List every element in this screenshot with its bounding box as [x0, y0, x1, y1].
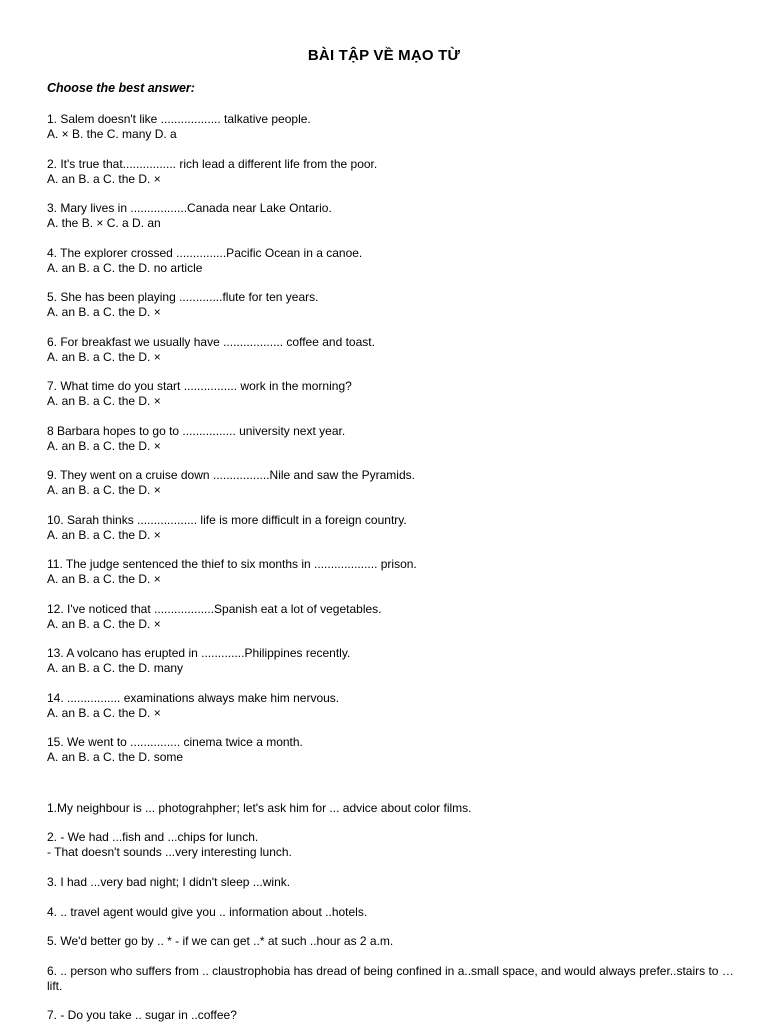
question-item: [47, 646, 727, 676]
answer-options: A. an B. a C. the D. ×: [47, 572, 161, 586]
question-text: 10. Sarah thinks .................. life is more difficult in a foreign country.: [47, 513, 407, 527]
exercise-line: 4. .. travel agent would give you .. information about ..hotels.: [47, 905, 368, 919]
exercise-line: 1.My neighbour is ... photograhpher; let's ask him for ... advice about color films.: [47, 801, 472, 815]
question-item: [47, 379, 727, 409]
exercise-line: - That doesn't sounds ...very interesting lunch.: [47, 845, 292, 859]
instruction-text: Choose the best answer:: [47, 81, 195, 95]
answer-options: A. an B. a C. the D. some: [47, 750, 184, 764]
answer-options: A. an B. a C. the D. ×: [47, 350, 161, 364]
answer-options: A. an B. a C. the D. many: [47, 661, 184, 675]
answer-options: A. an B. a C. the D. ×: [47, 706, 161, 720]
answer-options: A. × B. the C. many D. a: [47, 127, 177, 141]
question-item: [47, 468, 727, 498]
exercise-line: 3. I had ...very bad night; I didn't sleep ...wink.: [47, 875, 291, 889]
answer-options: A. the B. × C. a D. an: [47, 216, 161, 230]
question-text: 14. ................ examinations always make him nervous.: [47, 691, 340, 705]
answer-options: A. an B. a C. the D. ×: [47, 439, 161, 453]
question-text: 13. A volcano has erupted in .............Philippines recently.: [47, 646, 351, 660]
question-item: [47, 557, 727, 587]
question-text: 6. For breakfast we usually have .................. coffee and toast.: [47, 335, 375, 349]
answer-options: A. an B. a C. the D. ×: [47, 528, 161, 542]
exercise-item: [47, 964, 737, 994]
exercise-item: [47, 905, 737, 920]
answer-options: A. an B. a C. the D. ×: [47, 483, 161, 497]
question-text: 7. What time do you start ................ work in the morning?: [47, 379, 352, 393]
answer-options: A. an B. a C. the D. no article: [47, 261, 203, 275]
exercise-item: [47, 934, 737, 949]
question-item: [47, 513, 727, 543]
exercise-line: 5. We'd better go by .. * - if we can get ..* at such ..hour as 2 a.m.: [47, 934, 394, 948]
answer-options: A. an B. a C. the D. ×: [47, 305, 161, 319]
answer-options: A. an B. a C. the D. ×: [47, 172, 161, 186]
question-item: [47, 112, 727, 142]
exercise-item: [47, 1008, 737, 1023]
question-text: 5. She has been playing .............flute for ten years.: [47, 290, 319, 304]
question-item: [47, 735, 727, 765]
exercise-item: [47, 875, 737, 890]
exercise-line: 2. - We had ...fish and ...chips for lunch.: [47, 830, 259, 844]
question-item: [47, 290, 727, 320]
question-text: 12. I've noticed that ..................Spanish eat a lot of vegetables.: [47, 602, 382, 616]
exercise-line: 6. .. person who suffers from .. claustrophobia has dread of being confined in a..small space, and would always prefer..stairs to … lift.: [47, 964, 734, 993]
question-item: [47, 201, 727, 231]
question-text: 1. Salem doesn't like .................. talkative people.: [47, 112, 311, 126]
question-text: 3. Mary lives in .................Canada near Lake Ontario.: [47, 201, 332, 215]
question-text: 4. The explorer crossed ...............Pacific Ocean in a canoe.: [47, 246, 363, 260]
question-item: [47, 157, 727, 187]
exercise-item: [47, 801, 737, 816]
question-text: 11. The judge sentenced the thief to six months in ................... prison.: [47, 557, 417, 571]
question-item: [47, 602, 727, 632]
page-title: BÀI TẬP VỀ MẠO TỪ: [307, 47, 461, 64]
question-item: [47, 424, 727, 454]
answer-options: A. an B. a C. the D. ×: [47, 394, 161, 408]
answer-options: A. an B. a C. the D. ×: [47, 617, 161, 631]
question-item: [47, 691, 727, 721]
question-text: 9. They went on a cruise down .................Nile and saw the Pyramids.: [47, 468, 415, 482]
exercise-line: 7. - Do you take .. sugar in ..coffee?: [47, 1008, 237, 1022]
question-text: 8 Barbara hopes to go to ................ university next year.: [47, 424, 346, 438]
exercise-item: [47, 830, 737, 860]
question-item: [47, 335, 727, 365]
question-item: [47, 246, 727, 276]
question-text: 2. It's true that................ rich lead a different life from the poor.: [47, 157, 378, 171]
question-text: 15. We went to ............... cinema twice a month.: [47, 735, 303, 749]
